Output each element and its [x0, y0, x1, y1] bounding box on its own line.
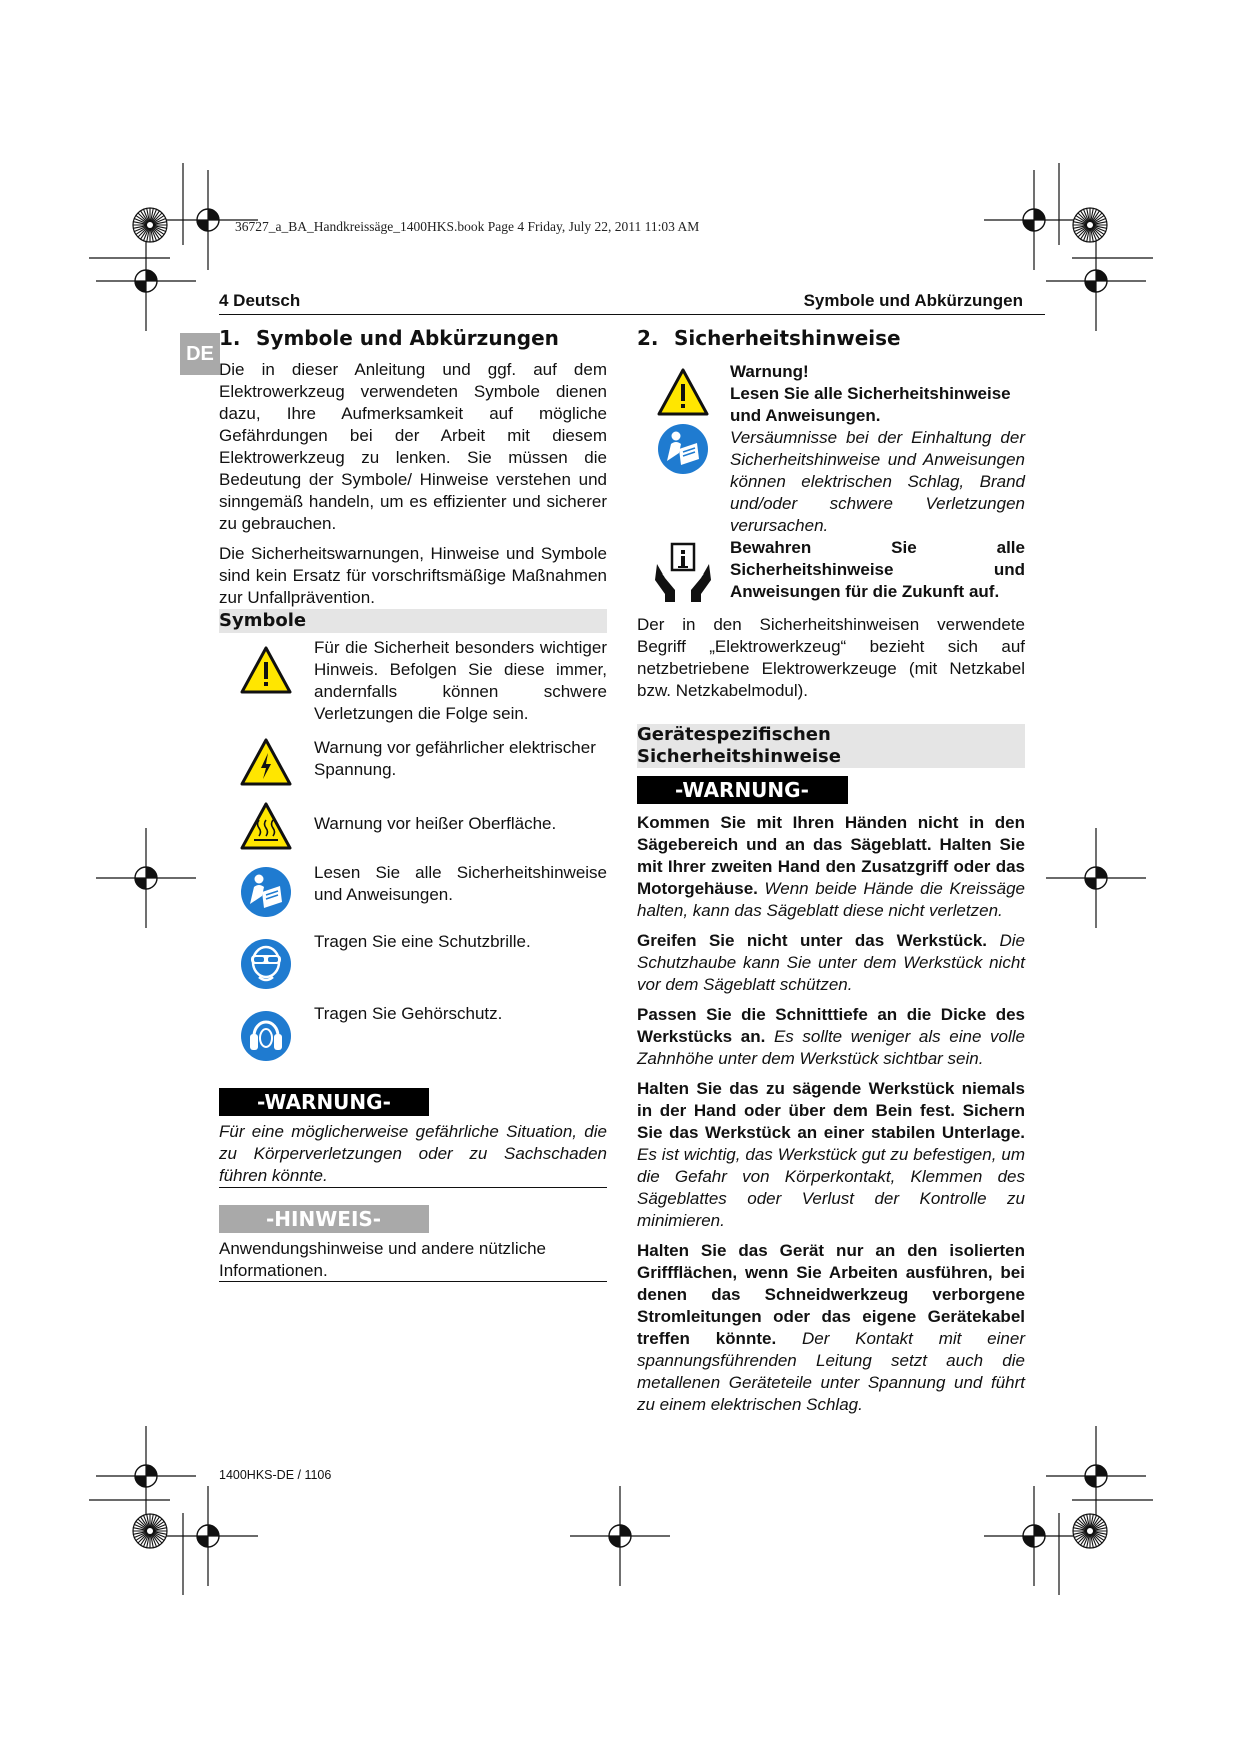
- symbol-text-ear: Tragen Sie Gehörschutz.: [314, 1004, 503, 1023]
- safety-item-2-bold: Greifen Sie nicht unter das Werkstück.: [637, 931, 988, 950]
- electric-hazard-icon: [240, 737, 292, 787]
- symbol-text-electric: Warnung vor gefährlicher elektrischer Spannung.: [314, 738, 596, 779]
- safety-item-1-italic: Wenn beide Hände die Kreissäge halten, kann das Sägeblatt diese nicht verletzen.: [637, 879, 1025, 920]
- warning-triangle-icon: [240, 645, 292, 695]
- safety-item-3-italic: Es sollte weniger als eine volle Zahnhöhe unter dem Werkstück sichtbar sein.: [637, 1027, 1025, 1068]
- warn-italic-text: Versäumnisse bei der Einhaltung der Sicherheitshinweise und Anweisungen können elektrischen Schlag, Brand und/oder schwere Verletzungen verursachen.: [730, 428, 1025, 535]
- hint-text: Anwendungshinweise und andere nützliche Informationen.: [219, 1239, 547, 1280]
- hot-surface-icon: [240, 801, 292, 851]
- warn-block: [730, 361, 1025, 603]
- safety-item-5-italic: Der Kontakt mit einer spannungsführenden Leitung setzt auch die metallenen Geräteteile unter Spannung und führt zu einem elektrischen Schlag.: [637, 1329, 1025, 1414]
- safety-item-1-bold: Kommen Sie mit Ihren Händen nicht in den Sägebereich und an das Sägeblatt. Halten Sie mit Ihrer zweiten Hand den Zusatzgriff oder das Motorgehäuse.: [637, 813, 1025, 898]
- left-column: [219, 325, 607, 609]
- language-tab: DE: [180, 333, 220, 375]
- section1-para1: Die in dieser Anleitung und ggf. auf dem Elektrowerkzeug verwendeten Symbole dienen dazu, Ihre Aufmerksamkeit auf mögliche Gefährdungen bei der Arbeit mit diesem Elektrowerkzeug zu lenken. Sie müssen die Bedeutung der Symbole/ Hinweise verstehen und sinngemäß handeln, um es effizienter und sicherer zu gebrauchen.: [219, 360, 607, 533]
- safety-item-5-bold: Halten Sie das Gerät nur an den isolierten Griffflächen, wenn Sie Arbeiten ausführen, bei denen das Schneidwerkzeug verborgene Stromleitungen oder das eigene Gerätekabel treffen könnte.: [637, 1241, 1025, 1348]
- warn-bold-text: Lesen Sie alle Sicherheitshinweise und Anweisungen.: [730, 384, 1011, 425]
- book-info-line: 36727_a_BA_Handkreissäge_1400HKS.book Page 4 Friday, July 22, 2011 11:03 AM: [235, 219, 700, 234]
- safety-item-4-italic: Es ist wichtig, das Werkstück gut zu befestigen, um die Gefahr von Körperkontakt, Klemmen des Sägeblattes oder Verlust der Kontrolle zu minimieren.: [637, 1145, 1025, 1230]
- read-manual-icon: [240, 866, 292, 918]
- section1-heading: [219, 325, 607, 351]
- section1-number: 1.: [219, 326, 241, 350]
- device-safety-heading: Gerätespezifischen Sicherheitshinweise: [637, 724, 841, 767]
- safety-item-5: [637, 1240, 1025, 1416]
- term-definition: Der in den Sicherheitshinweisen verwendete Begriff „Elektrowerkzeug“ bezieht sich auf netzbetriebene Elektrowerkzeuge (mit Netzkabel bzw. Netzkabelmodul).: [637, 615, 1025, 700]
- safety-item-1: [637, 812, 1025, 922]
- header-rule: [219, 314, 1045, 315]
- warning-triangle-icon-2: [657, 367, 709, 417]
- warning-text-left: Für eine möglicherweise gefährliche Situation, die zu Körperverletzungen oder zu Sachschaden führen könnte.: [219, 1122, 607, 1185]
- section2-number: 2.: [637, 326, 659, 350]
- symbol-text-warning: Für die Sicherheit besonders wichtiger Hinweis. Befolgen Sie diese immer, andernfalls können schwere Verletzungen die Folge sein.: [314, 638, 607, 723]
- symbol-text-read: Lesen Sie alle Sicherheitshinweise und Anweisungen.: [314, 863, 607, 904]
- safety-item-2-italic: Die Schutzhaube kann Sie unter dem Werkstück nicht vor dem Sägeblatt schützen.: [637, 931, 1025, 994]
- safety-item-3: [637, 1004, 1025, 1070]
- safety-item-4-bold: Halten Sie das zu sägende Werkstück niemals in der Hand oder über dem Bein fest. Sichern Sie das Werkstück an einer stabilen Unterlage.: [637, 1079, 1025, 1142]
- header-right: Symbole und Abkürzungen: [803, 291, 1023, 310]
- warning-rule-left: [219, 1187, 607, 1188]
- warning-label-left: -WARNUNG-: [219, 1088, 429, 1116]
- safety-item-2: [637, 930, 1025, 996]
- symbol-text-goggles: Tragen Sie eine Schutzbrille.: [314, 932, 531, 951]
- safety-item-4: [637, 1078, 1025, 1232]
- ear-protection-icon: [240, 1010, 292, 1062]
- keep-instructions-text: Bewahren Sie alle Sicherheitshinweise und Anweisungen für die Zukunft auf.: [730, 538, 1025, 601]
- section2-title: Sicherheitshinweise: [674, 326, 901, 350]
- device-safety-list: [637, 812, 1025, 1416]
- header-left: 4 Deutsch: [219, 291, 301, 310]
- hint-label: -HINWEIS-: [219, 1205, 429, 1233]
- symbols-heading: Symbole: [219, 609, 607, 633]
- section1-title: Symbole und Abkürzungen: [256, 326, 559, 350]
- warn-title: Warnung!: [730, 362, 809, 381]
- safety-item-3-bold: Passen Sie die Schnitttiefe an die Dicke des Werkstücks an.: [637, 1005, 1025, 1046]
- section1-para2: Die Sicherheitswarnungen, Hinweise und Symbole sind kein Ersatz für vorschriftsmäßige Maßnahmen zur Unfallprävention.: [219, 544, 607, 607]
- section2-heading: [637, 325, 1025, 351]
- hint-rule: [219, 1281, 607, 1282]
- read-manual-icon-2: [657, 423, 709, 475]
- footer-code: 1400HKS-DE / 1106: [219, 1468, 332, 1482]
- keep-manual-icon: [653, 540, 713, 604]
- safety-goggles-icon: [240, 938, 292, 990]
- symbol-text-hot: Warnung vor heißer Oberfläche.: [314, 814, 557, 833]
- warning-label-right: -WARNUNG-: [637, 776, 848, 804]
